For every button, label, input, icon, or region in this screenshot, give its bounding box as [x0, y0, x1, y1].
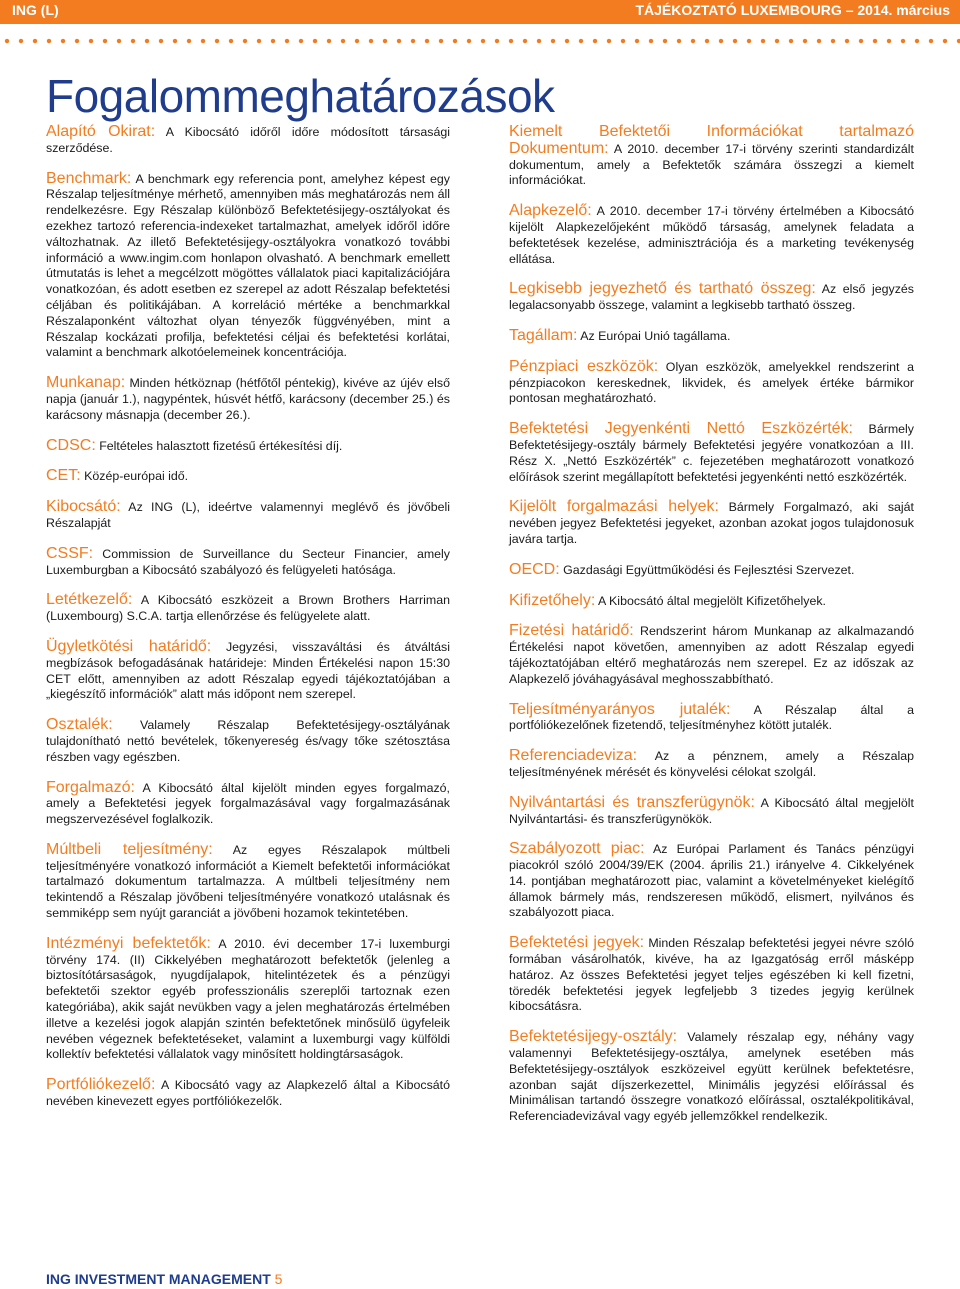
glossary-term: Fizetési határidő:	[509, 622, 634, 640]
glossary-definition: Jegyzési, visszaváltási és átváltási megbízások befogadásának határideje: Minden Értékelési napon 15:30 CET előtt, amennyiben az adott Részalap egyedi tájékoztatójában a „kiegészítő információk” alatt más időpont nem szerepel.	[46, 639, 450, 702]
glossary-definition: A Kibocsátó által megjelölt Nyilvántartási- és transzferügynökök.	[509, 795, 914, 826]
glossary-entry	[509, 748, 914, 781]
glossary-definition: Feltételes halasztott fizetésű értékesítési díj.	[95, 438, 343, 453]
glossary-term: Legkisebb jegyezhető és tartható összeg:	[509, 280, 816, 298]
glossary-term: Befektetésijegy-osztály:	[509, 1028, 678, 1046]
glossary-term: Referenciadeviza:	[509, 747, 638, 765]
header-left-title: ING (L)	[12, 2, 59, 18]
glossary-term: CET:	[46, 467, 81, 485]
header-right-title: TÁJÉKOZTATÓ LUXEMBOURG – 2014. március	[635, 2, 950, 18]
glossary-definition: Gazdasági Együttműködési és Fejlesztési Szervezet.	[559, 562, 855, 577]
glossary-definition: Commission de Surveillance du Secteur Financier, amely Luxemburgban a Kibocsátó szabályozó és felügyeleti hatósága.	[46, 546, 450, 577]
glossary-definition: Valamely Részalap Befektetésijegy-osztályának tulajdonítható nettó bevételek, tőkenyereség és/vagy tőke szétosztása részben vagy egészben.	[46, 718, 450, 764]
glossary-definition: A Kibocsátó eszközeit a Brown Brothers Harriman (Luxembourg) S.C.A. tartja ellenőrzése és felügyelete alatt.	[46, 593, 450, 624]
glossary-entry	[46, 468, 450, 485]
glossary-term: Kiemelt Befektetői Információkat tartalmazó Dokumentum:	[509, 123, 914, 157]
glossary-term: Kibocsátó:	[46, 498, 121, 516]
glossary-entry	[509, 935, 914, 1015]
glossary-entry	[46, 438, 450, 455]
glossary-definition: Az a pénznem, amely a Részalap teljesítményének mérését és könyvelési célokat szolgál.	[509, 749, 914, 779]
glossary-entry	[46, 639, 450, 703]
glossary-entry	[46, 124, 450, 157]
glossary-definition: Az első jegyzés legalacsonyabb összege, valamint a legkisebb tartható összeg.	[509, 282, 914, 313]
glossary-entry	[509, 421, 914, 485]
glossary-term: Alapító Okirat:	[46, 123, 156, 140]
glossary-term: Kijelölt forgalmazási helyek:	[509, 498, 719, 516]
glossary-term: Intézményi befektetők:	[46, 934, 211, 952]
glossary-definition: Minden hétköznap (hétfőtől péntekig), kivéve az újév első napja (január 1.), nagypéntek, húsvét hétfő, karácsony (december 25.) és karácsony másnapja (december 26.).	[46, 376, 450, 422]
left-column	[46, 124, 450, 1124]
glossary-definition: Az egyes Részalapok múltbeli teljesítményére vonatkozó információt a Kiemelt befektetői információkat tartalmazó dokumentum tartalmazza. A múltbeli teljesítmény nem tekintendő a Részalap jövőbeni teljesítményére vonatkozó utalásnak és semmiképp sem nyújt garanciát a jövőbeni hozamok tekintetében.	[46, 842, 450, 921]
glossary-definition: Bármely Befektetésijegy-osztály bármely Befektetési jegyére vonatkozóan a III. Rész X. „Nettó Eszközérték” c. fejezetében meghatározott vonatkozó előírások szerint megállapított befektetési jegyenkénti nettó eszközérték.	[509, 422, 914, 484]
glossary-definition: Közép-európai idő.	[80, 469, 189, 484]
glossary-entry	[509, 795, 914, 828]
right-column	[509, 124, 914, 1139]
glossary-entry	[509, 593, 914, 610]
footer	[46, 1271, 282, 1287]
glossary-term: Befektetési Jegyenkénti Nettó Eszközérték:	[509, 420, 854, 438]
glossary-definition: Olyan eszközök, amelyekkel rendszerint a pénzpiacokon kereskednek, likvidek, és amelyek értéke bármikor pontosan meghatározható.	[509, 359, 914, 406]
glossary-definition: A benchmark egy referencia pont, amelyhez képest egy Részalap teljesítménye mérhető, amennyiben más meghatározás nem áll rendelkezésre. Egy Részalap különböző Befektetésijegy-osztályokat és ezekhez tartozó referencia-indexeket tartalmazhat, amelyek időről időre változhatnak. Az illető Befektetésijegy-osztályokra vonatkozó további információ a www.ingim.com honlapon olvasható. A benchmark emellett útmutatás is lehet a megcélzott mögöttes vállalatok piaci kapitalizációjára vonatkozóan, és adott esetben ez szerepel az adott Részalap befektetési céljában és politikájában. A korreláció mértéke a benchmarkkal Részalaponként változhat olyan tényezők függvényében, mint a Részalap kockázati profilja, befektetési céljai és befektetési korlátai, valamint a benchmark alkotóelemeinek koncentrációja.	[46, 171, 450, 360]
glossary-entry	[46, 1077, 450, 1110]
glossary-term: CDSC:	[46, 436, 96, 454]
glossary-definition: A Kibocsátó által megjelölt Kifizetőhelyek.	[595, 593, 826, 608]
glossary-entry	[509, 702, 914, 735]
glossary-term: Ügyletkötési határidő:	[46, 637, 212, 655]
glossary-term: Portfóliókezelő:	[46, 1076, 156, 1094]
glossary-term: Tagállam:	[509, 326, 578, 344]
glossary-definition: Minden Részalap befektetési jegyei névre szóló formában vásárolhatók, kivéve, ha az Igazgatóság erről másképp határoz. Az összes Befektetési jegyet teljes egészében ki kell fizetni, töredék befektetési jegyek legfeljebb 3 tizedes jegyig kerülnek kibocsátásra.	[509, 936, 915, 1014]
glossary-entry	[46, 171, 450, 362]
glossary-term: Kifizetőhely:	[509, 591, 596, 609]
glossary-entry	[509, 623, 914, 687]
glossary-definition: A Kibocsátó által kijelölt minden egyes forgalmazó, amely a Befektetési jegyek forgalmazásával vagy forgalmazásának megszervezésével foglalkozik.	[46, 780, 450, 827]
glossary-term: Benchmark:	[46, 169, 132, 187]
glossary-entry	[509, 281, 914, 314]
glossary-entry	[509, 328, 914, 345]
glossary-definition: A Részalap által a portfóliókezelőnek fizetendő, teljesítményhez kötött jutalék.	[509, 702, 914, 733]
glossary-term: Múltbeli teljesítmény:	[46, 840, 213, 858]
footer-label: ING INVESTMENT MANAGEMENT	[46, 1271, 271, 1287]
glossary-entry	[46, 780, 450, 828]
glossary-term: Forgalmazó:	[46, 778, 135, 796]
glossary-definition: Az Európai Parlament és Tanács pénzügyi piacokról szóló 2004/39/EK (2004. április 21.) irányelve 4. Cikkelyének 14. pontjában meghatározott piac, valamint a követelményeket kielégítő államok bármely más, rendszeresen működő, elismert, nyilvános és szabályozott piaca.	[509, 842, 914, 920]
dotted-divider	[0, 36, 960, 46]
glossary-definition: Valamely részalap egy, néhány vagy valamennyi Befektetésijegy-osztálya, amelynek esetében más Befektetésijegy-osztályok eszközeivel együtt kerülnek befektetésre, azonban saját díjszerkezettel, Minimális jegyzési előírással és Minimálisan tartandó összegre vonatkozó előírással, osztalékpolitikával, Referenciadevizával vagy egyéb jellemzőkkel rendelkezik.	[509, 1030, 914, 1124]
glossary-term: CSSF:	[46, 544, 94, 562]
glossary-term: OECD:	[509, 560, 560, 578]
glossary-entry	[509, 124, 914, 189]
glossary-term: Letétkezelő:	[46, 591, 133, 609]
header-bar	[0, 0, 960, 24]
glossary-entry	[509, 562, 914, 579]
glossary-term: Pénzpiaci eszközök:	[509, 357, 659, 375]
glossary-term: Osztalék:	[46, 716, 113, 734]
glossary-term: Szabályozott piac:	[509, 840, 645, 858]
glossary-definition: A 2010. évi december 17-i luxemburgi törvény 174. (II) Cikkelyében meghatározott befektetők (jelenleg a biztosítótársaságok, nyugdíjalapok, hitelintézetek és a pénzügyi befektetői szektor egyéb professzionális szereplői tartoznak ezen kategóriába), akik saját nevükben vagy a jelen meghatározás értelmében illetve a kezelési jogok alapján szintén befektetőnek minősülő ügyfeleik nevében végeznek befektetéseket, valamint a luxemburgi vagy külföldi kollektív befektetési vállalatok vagy minősített holdingtársaságok.	[46, 936, 450, 1062]
glossary-entry	[509, 841, 914, 921]
glossary-term: Nyilvántartási és transzferügynök:	[509, 793, 755, 811]
glossary-entry	[509, 1029, 914, 1125]
glossary-entry	[46, 842, 450, 922]
glossary-term: Alapkezelő:	[509, 202, 592, 220]
glossary-definition: Az Európai Unió tagállama.	[577, 328, 731, 343]
glossary-entry	[46, 936, 450, 1063]
page-number: 5	[274, 1271, 283, 1287]
glossary-definition: A Kibocsátó időről időre módosított társasági szerződése.	[46, 125, 450, 155]
glossary-entry	[46, 546, 450, 579]
glossary-definition: A 2010. december 17-i törvény értelmében a Kibocsátó kijelölt Alapkezelőjeként működő társaság, amelynek feladata a befektetések kezelése, adminisztrációja és a marketing tevékenység ellátása.	[509, 204, 914, 266]
glossary-definition: Bármely Forgalmazó, aki saját nevében jegyez Befektetési jegyeket, azonban azokat jogos tulajdonosuk javára tartja.	[509, 500, 914, 546]
glossary-term: Munkanap:	[46, 374, 126, 392]
glossary-entry	[509, 499, 914, 547]
glossary-term: Teljesítményarányos jutalék:	[509, 700, 731, 718]
glossary-definition: Az ING (L), ideértve valamennyi meglévő és jövőbeli Részalapját	[46, 500, 450, 530]
glossary-entry	[46, 499, 450, 532]
glossary-entry	[509, 359, 914, 407]
glossary-entry	[46, 375, 450, 423]
glossary-definition: A Kibocsátó vagy az Alapkezelő által a Kibocsátó nevében kinevezett egyes portfóliókezelők.	[46, 1078, 450, 1109]
glossary-term: Befektetési jegyek:	[509, 934, 645, 952]
glossary-definition: A 2010. december 17-i törvény szerinti standardizált dokumentum, amely a Befektetők számára összegzi a kiemelt információkat.	[509, 141, 914, 188]
glossary-entry	[46, 592, 450, 625]
page-title: Fogalommeghatározások	[46, 70, 555, 122]
glossary-definition: Rendszerint három Munkanap az alkalmazandó Értékelési napot követően, amennyiben az adott Részalap egyedi tájékoztatójában eltérő meghatározás nem szerepel. Ez az időszak az Alapkezelő jóváhagyásával meghosszabbítható.	[509, 624, 914, 686]
glossary-entry	[46, 717, 450, 765]
glossary-entry	[509, 203, 914, 267]
